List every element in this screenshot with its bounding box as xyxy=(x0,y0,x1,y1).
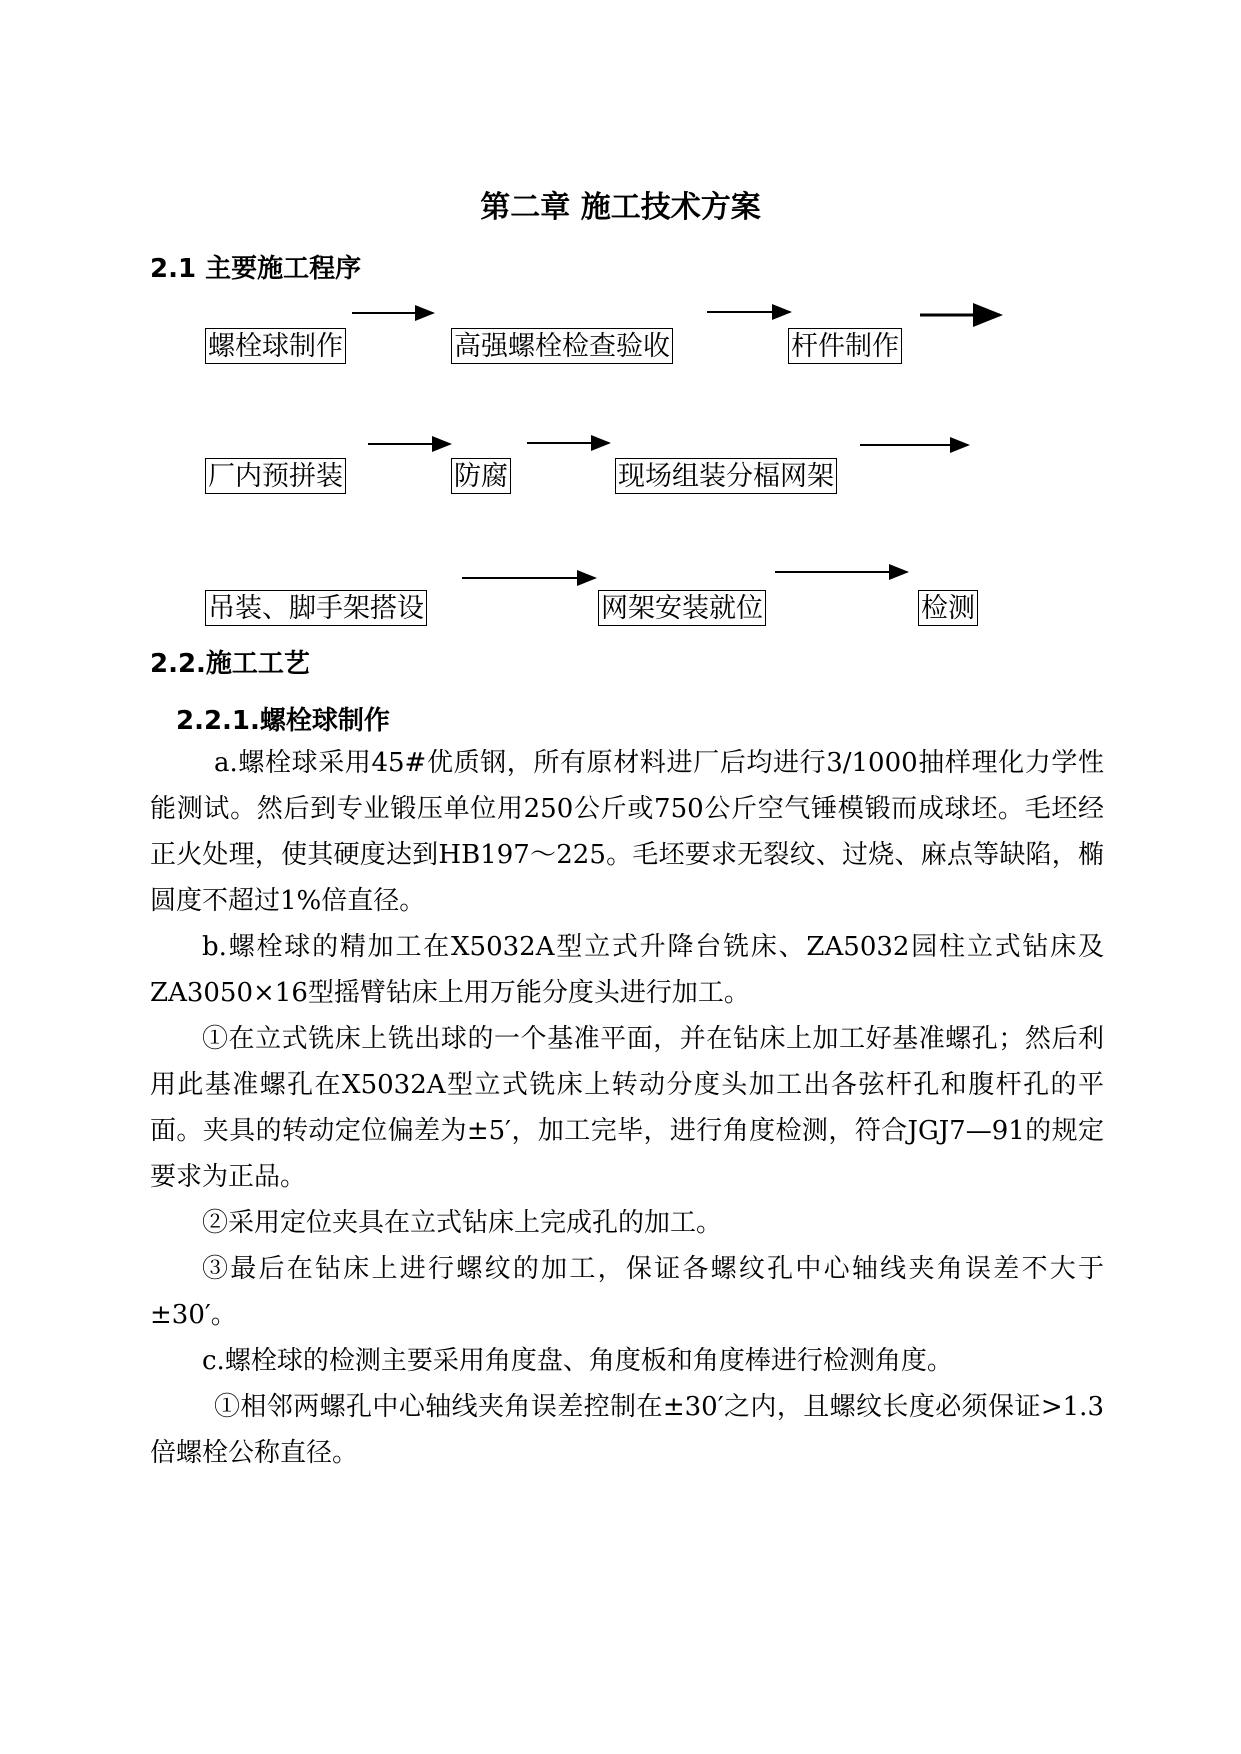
flow-box-preassembly: 厂内预拼装 xyxy=(205,458,346,494)
flow-box-bolt-inspection: 高强螺栓检查验收 xyxy=(451,328,673,364)
section-heading-2-2: 2.2.施工工艺 xyxy=(150,649,310,679)
flow-box-testing: 检测 xyxy=(918,590,978,626)
flow-box-hoisting: 吊装、脚手架搭设 xyxy=(205,590,427,626)
paragraph-a: a.螺栓球采用45#优质钢，所有原材料进厂后均进行3/1000抽样理化力学性能测试。然后到专业锻压单位用250公斤或750公斤空气锤模锻而成球坯。毛坯经正火处理，使其硬度达到HB197～225。毛坯要求无裂纹、过烧、麻点等缺陷，椭圆度不超过1%倍直径。 xyxy=(150,748,1104,916)
paragraph-b: b.螺栓球的精加工在X5032A型立式升降台铣床、ZA5032园柱立式钻床及ZA3050×16型摇臂钻床上用万能分度头进行加工。 xyxy=(150,932,1104,1008)
flow-box-rod-making: 杆件制作 xyxy=(788,328,902,364)
flow-box-anticorrosion: 防腐 xyxy=(451,458,511,494)
body-text xyxy=(150,740,1104,1476)
paragraph-b-2: ②采用定位夹具在立式钻床上完成孔的加工。 xyxy=(202,1208,723,1238)
section-heading-2-1: 2.1 主要施工程序 xyxy=(150,254,362,284)
flow-box-site-assembly: 现场组装分楅网架 xyxy=(615,458,837,494)
paragraph-b-3: ③最后在钻床上进行螺纹的加工，保证各螺纹孔中心轴线夹角误差不大于±30′。 xyxy=(150,1254,1104,1330)
paragraph-c-1: ①相邻两螺孔中心轴线夹角误差控制在±30′之内，且螺纹长度必须保证>1.3倍螺栓公称直径。 xyxy=(150,1392,1104,1468)
paragraph-c: c.螺栓球的检测主要采用角度盘、角度板和角度棒进行检测角度。 xyxy=(202,1346,953,1376)
chapter-title: 第二章 施工技术方案 xyxy=(480,190,761,225)
flow-box-bolt-ball: 螺栓球制作 xyxy=(205,328,346,364)
paragraph-b-1: ①在立式铣床上铣出球的一个基准平面，并在钻床上加工好基准螺孔；然后利用此基准螺孔在X5032A型立式铣床上转动分度头加工出各弦杆孔和腹杆孔的平面。夹具的转动定位偏差为±5′，加工完毕，进行角度检测，符合JGJ7—91的规定要求为正品。 xyxy=(150,1024,1104,1192)
flow-box-installation: 网架安装就位 xyxy=(598,590,766,626)
section-heading-2-2-1: 2.2.1.螺栓球制作 xyxy=(176,706,390,736)
